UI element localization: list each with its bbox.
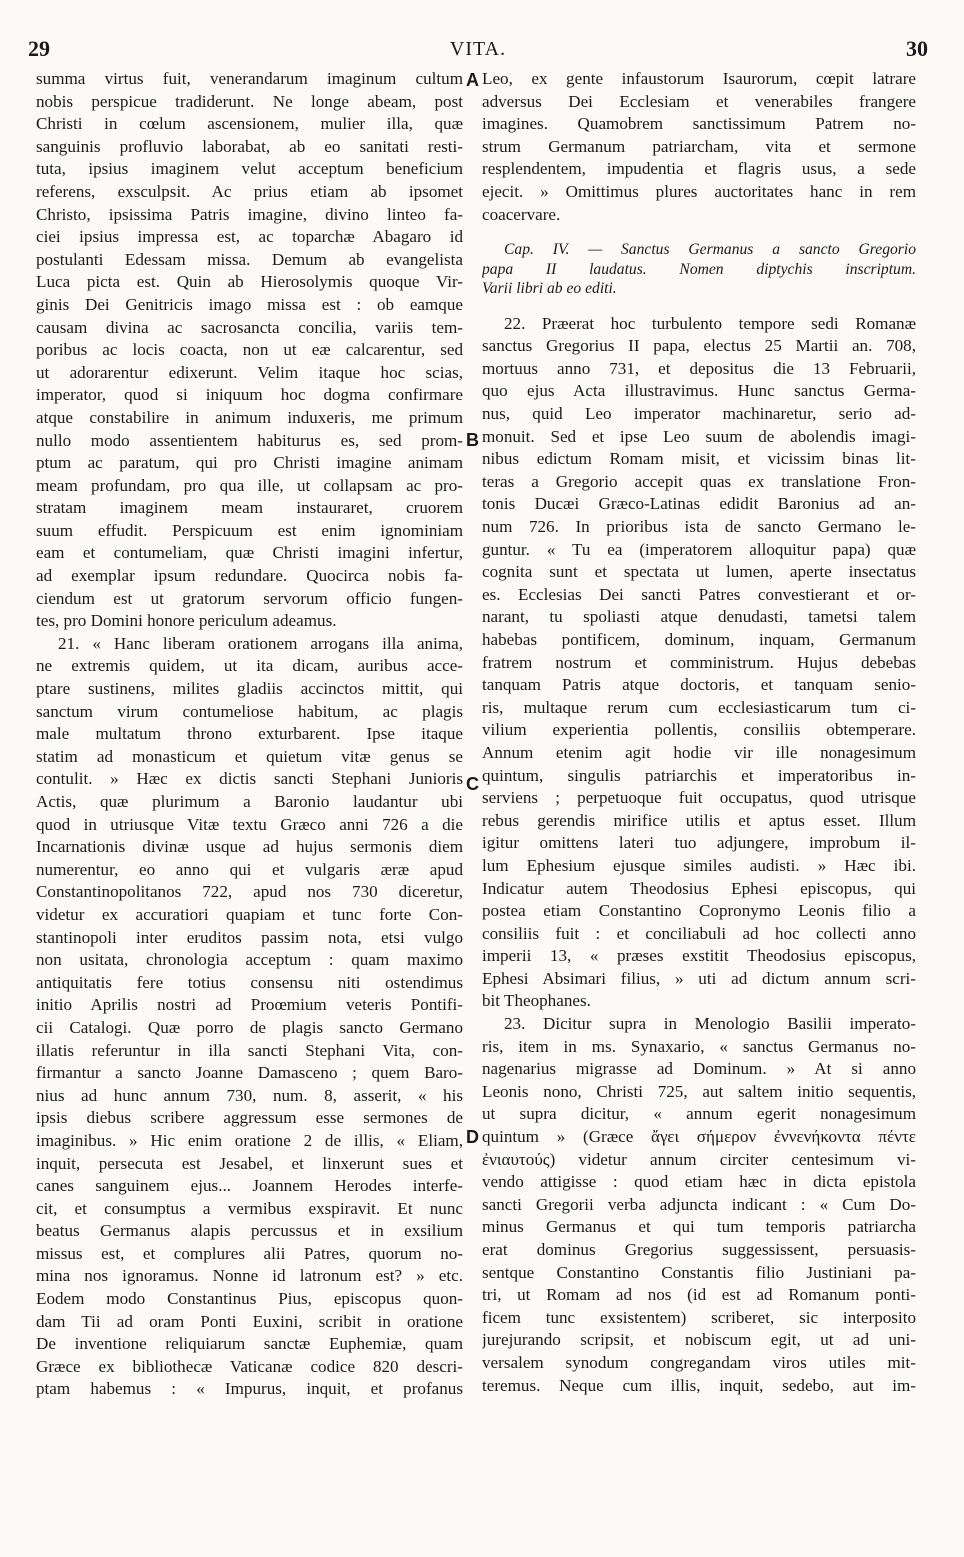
right-column-line: postea etiam Constantino Copronymo Leonis filio a (482, 901, 916, 921)
left-column-line: Eodem modo Constantinus Pius, episcopus quon- (36, 1289, 463, 1309)
section-marker-c: C (466, 774, 479, 794)
right-column-line: imagines. Quamobrem sanctissimum Patrem no- (482, 114, 916, 134)
right-column-line: nus, quid Leo imperator machinaretur, serio ad- (482, 404, 916, 424)
right-column-line: habebas pontificem, dominum, inquam, Germanum (482, 629, 916, 649)
left-column-line: numerentur, eo anno qui et vulgaris æræ apud (36, 859, 463, 879)
left-column-line: canes sanguinem ejus... Joannem Herodes interfe- (36, 1176, 463, 1196)
right-column-line: minus Germanus et qui tum temporis patriarcha (482, 1217, 916, 1237)
left-column-line: Christi in cœlum ascensionem, mulier illa, quæ (36, 114, 463, 134)
section-marker-d: D (466, 1127, 479, 1147)
section-marker-b: B (466, 430, 479, 450)
right-column-line: bit Theophanes. (482, 991, 591, 1011)
right-column-line: igitur omittens lateri tuo adjungere, improbum il- (482, 833, 916, 853)
left-column-line: ptam habemus : « Impurus, inquit, et profanus (36, 1379, 463, 1399)
right-column-line: vilium experientia pollentis, consiliis obtemperare. (482, 720, 916, 740)
right-column-line: lum Ephesium ejusque similes audisti. » Hæc ibi. (482, 855, 916, 875)
left-column-line: male multatum throno exturbarent. Ipse itaque (36, 724, 463, 744)
right-column-line: tri, ut Romam ad nos (id est ad Romanum ponti- (482, 1285, 916, 1305)
left-column-line: cit, et consumptus a vermibus exspiravit. Et nunc (36, 1198, 463, 1218)
left-column-line: Christo, ipsissima Patris imagine, divino linteo fa- (36, 204, 463, 224)
left-column-line: ad exemplar ipsum redundare. Quocirca nobis fa- (36, 566, 463, 586)
left-column-line: initio Aprilis nostri ad Proœmium veteris Pontifi- (36, 995, 463, 1015)
running-head: VITA. (449, 38, 507, 60)
right-column-line: Leonis nono, Christi 725, aut saltem initio sequentis, (482, 1081, 916, 1101)
left-column-line: ptare sustinens, milites gladiis accinctos mittit, qui (36, 679, 463, 699)
right-column-line: ἐνιαυτούς) videtur annum circiter centesimum vi- (482, 1149, 916, 1169)
right-column-line: Leo, ex gente infaustorum Isaurorum, cœpit latrare (482, 69, 916, 88)
right-column-line: vendo attigisse : quod etiam hæc in dicta epistola (482, 1172, 916, 1192)
right-column-line: rebus gerendis mirifice utilis et aptus esset. Illum (482, 810, 916, 830)
right-column-line: imperii 13, « præses exstitit Theodosius episcopus, (482, 946, 916, 966)
right-column-line: consiliis fuit : et conciliabuli ad hoc collecti anno (482, 923, 916, 943)
left-column-line: cii Catalogi. Quæ porro de plagis sancto Germano (36, 1017, 463, 1037)
left-column-line: ptum ac paratum, qui pro Christi imagine animam (36, 453, 463, 473)
right-column-line: sancti Gregorii verba adjuncta indicant : « Cum Do- (482, 1194, 916, 1214)
right-column-line: erat dominus Gregorius suggessissent, persuasis- (482, 1240, 916, 1259)
right-column-line: cognita sunt et spectata ut lumen, aperte insectatus (482, 562, 916, 582)
right-column-line: quo ejus Acta illustravimus. Hunc sanctus Germa- (482, 381, 916, 401)
right-column-line (482, 226, 916, 240)
right-column-line: ut supra dicitur, « annum egerit nonagesimum (482, 1104, 916, 1124)
left-column-line: atque constabilire in animum induxeris, me primum (36, 407, 463, 427)
right-column-line: 22. Præerat hoc turbulento tempore sedi Romanæ (504, 313, 916, 333)
right-column-line: sentque Constantino Constantis filio Justiniani pa- (482, 1262, 916, 1282)
left-column-line: meam profundam, pro qua ille, ut collapsam ac pro- (36, 475, 463, 495)
right-column-line: quintum » (Græce ἄγει σήμερον ἐννενήκοντα πέντε (482, 1127, 916, 1147)
left-column-line: tuta, ipsius imaginem velut acceptum beneficium (36, 159, 463, 179)
left-column-line: De inventione reliquiarum sanctæ Euphemiæ, quam (36, 1334, 463, 1354)
left-column-line: ne extremis quidem, ut ita dicam, auribus acce- (36, 656, 463, 676)
right-column (482, 68, 916, 1546)
right-column-line: serviens ; perpetuoque fuit occupatus, quod utrisque (482, 788, 916, 808)
right-column-line: Varii libri ab eo editi. (482, 280, 617, 298)
right-column-line: tanquam Patris atque doctoris, et tanquam senio- (482, 675, 916, 695)
right-column-line: es. Ecclesias Dei sancti Patres convestierant et or- (482, 584, 916, 604)
right-column-line: ejecit. » Omittimus plures auctoritates hanc in rem (482, 181, 916, 201)
right-column-line: Annum etenim agit hodie vir ille nonagesimum (482, 742, 916, 762)
right-column-line: tonis Ducæi Græco-Latinas edidit Baronius ad an- (482, 494, 916, 514)
left-column-line: imperator, quod si iniquum hoc dogma confirmare (36, 385, 463, 405)
right-column-line: papa II laudatus. Nomen diptychis inscriptum. (482, 260, 916, 278)
left-column-line: poribus ac locis coacta, non ut eæ calcarentur, sed (36, 340, 463, 360)
page-header (28, 36, 928, 66)
right-column-line: teras a Gregorio accepit quas ex translatione Fron- (482, 471, 916, 491)
left-column-line: Constantinopolitanos 722, apud nos 730 diceretur, (36, 882, 463, 902)
left-column-line: antiquitatis fere totius consensu niti ostendimus (36, 972, 463, 992)
left-column-line: sanguinis profluvio laborabat, ab eo sanitati resti- (36, 136, 463, 156)
right-column-line: narant, tu spoliasti atque denudasti, tametsi talem (482, 607, 916, 627)
right-column-line: mortuus anno 731, et depositus die 13 Februarii, (482, 358, 916, 378)
right-column-line (482, 299, 916, 313)
right-column-line: jurejurando scripsit, et nobiscum egit, ut ad uni- (482, 1330, 916, 1350)
right-column-line: fratrem nostrum et comministrum. Hujus debebas (482, 652, 916, 672)
left-column-line: nius ad hunc annum 730, num. 8, asserit, « his (36, 1085, 463, 1105)
left-column (36, 68, 463, 1546)
right-column-line: versalem synodum congregandam viros utiles mit- (482, 1352, 916, 1372)
right-column-line: ficem tunc exsistentem) scriberet, sic interposito (482, 1307, 916, 1327)
right-column-line: 23. Dicitur supra in Menologio Basilii imperato- (504, 1014, 916, 1034)
left-column-line: videtur ex accuratiori quapiam et tunc forte Con- (36, 904, 463, 924)
left-column-line: dam Tii ad oram Ponti Euxini, scribit in oratione (36, 1311, 463, 1331)
left-column-line: causam divina ac sacrosancta concilia, variis tem- (36, 317, 463, 337)
left-column-line: referens, exsculpsit. Ac prius etiam ab ipsomet (36, 181, 463, 201)
right-column-line: nagenarius migrasse ad Dominum. » At si anno (482, 1059, 916, 1079)
left-column-line: missus est, et complures alii Patres, quorum no- (36, 1243, 463, 1263)
left-column-line: ciei ipsius impressa est, ac toparchæ Abagaro id (36, 227, 463, 247)
right-column-line: num 726. In prioribus ista de sancto Germano le- (482, 517, 916, 536)
left-column-line: stratam imaginem meam instauraret, cruorem (36, 498, 463, 518)
left-column-line: Græce ex bibliothecæ Vaticanæ codice 820 descri- (36, 1356, 463, 1376)
right-column-line: ris, item in ms. Synaxario, « sanctus Germanus no- (482, 1036, 916, 1056)
left-column-line: postulanti Edessam missa. Demum ab evangelista (36, 249, 463, 269)
left-column-line: suum effudit. Perspicuum est enim ignominiam (36, 520, 463, 540)
right-column-line: teremus. Neque cum illis, inquit, sedebo, aut im- (482, 1375, 916, 1395)
page-number-left: 29 (28, 36, 50, 61)
left-column-line: inquit, persecuta est Jesabel, et linxerunt sues et (36, 1153, 463, 1173)
right-column-line: monuit. Sed et ipse Leo suum de abolendis imagi- (482, 426, 916, 446)
left-column-line: ut adorarentur edixerunt. Velim itaque hoc scias, (36, 362, 463, 382)
left-column-line: ciendum est ut gratorum servorum officio fungen- (36, 588, 463, 608)
left-column-line: 21. « Hanc liberam orationem arrogans illa anima, (58, 633, 463, 653)
left-column-line: Incarnationis divinæ usque ad hujus sermonis diem (36, 837, 463, 857)
left-column-line: mina nos ignoramus. Nonne id latronum est? » etc. (36, 1266, 463, 1286)
left-column-line: eam et contumeliam, quæ Christi imagini infertur, (36, 543, 463, 563)
right-column-line: nibus edictum Romam misit, et vicissim binas lit- (482, 449, 916, 469)
left-column-line: summa virtus fuit, venerandarum imaginum cultum (36, 69, 463, 88)
left-column-line: firmantur a sancto Joanne Damasceno ; quem Baro- (36, 1063, 463, 1083)
right-column-line: guntur. « Tu ea (imperatorem alloquitur papa) quæ (482, 539, 916, 559)
right-column-line: Cap. IV. — Sanctus Germanus a sancto Gregorio (504, 241, 916, 259)
left-column-line: ginis Dei Genitricis imago missa est : ob eamque (36, 294, 463, 314)
right-column-line: resplendentem, impudentia et flagris usus, a sede (482, 159, 916, 179)
left-column-line: illatis referuntur in illa sancti Stephani Vita, con- (36, 1040, 463, 1060)
left-column-line: nullo modo assentientem habiturus es, sed prom- (36, 430, 463, 450)
left-column-line: contulit. » Hæc ex dictis sancti Stephani Junioris (36, 769, 463, 789)
left-column-line: tes, pro Domini honore periculum adeamus. (36, 611, 337, 631)
left-column-line: stantinopoli inter eruditos passim nota, etsi vulgo (36, 927, 463, 947)
left-column-line: beatus Germanus alapis percussus et in exsilium (36, 1221, 463, 1241)
left-column-line: quod in utriusque Vitæ textu Græco anni 726 a die (36, 814, 463, 834)
left-column-line: statim ad monasticum et quietum vitæ genus se (36, 746, 463, 766)
section-marker-a: A (466, 70, 479, 90)
left-column-line: nobis perspicue tradiderunt. Ne longe abeam, post (36, 91, 463, 111)
left-column-line: Luca picta est. Quin ab Hierosolymis quoque Vir- (36, 272, 463, 292)
left-column-line: non usitata, chronologia acceptum : quam maximo (36, 950, 463, 970)
right-column-line: Indicatur autem Theodosius Ephesi episcopus, qui (482, 878, 916, 898)
right-column-line: sanctus Gregorius II papa, electus 25 Martii an. 708, (482, 336, 916, 356)
left-column-line: imaginibus. » Hic enim oratione 2 de illis, « Eliam, (36, 1130, 463, 1150)
right-column-line: coacervare. (482, 204, 561, 224)
right-column-line: strum Germanum patriarcham, vita et sermone (482, 136, 916, 156)
left-column-line: Actis, quæ plurimum a Baronio laudantur ubi (36, 792, 463, 811)
left-column-line: ipsis diebus scribere aggressum esse sermones de (36, 1108, 463, 1128)
left-column-line: sanctum virum contumeliose habitum, ac plagis (36, 701, 463, 721)
right-column-line: quintum, singulis patriarchis et imperatoribus in- (482, 765, 916, 785)
right-column-line: ris, multaque rerum cum ecclesiasticarum tum ci- (482, 697, 916, 717)
right-column-line: adversus Dei Ecclesiam et venerabiles frangere (482, 91, 916, 111)
right-column-line: Ephesi Absimari filius, » uti ad dictum annum scri- (482, 968, 916, 988)
page-number-right: 30 (906, 36, 928, 61)
